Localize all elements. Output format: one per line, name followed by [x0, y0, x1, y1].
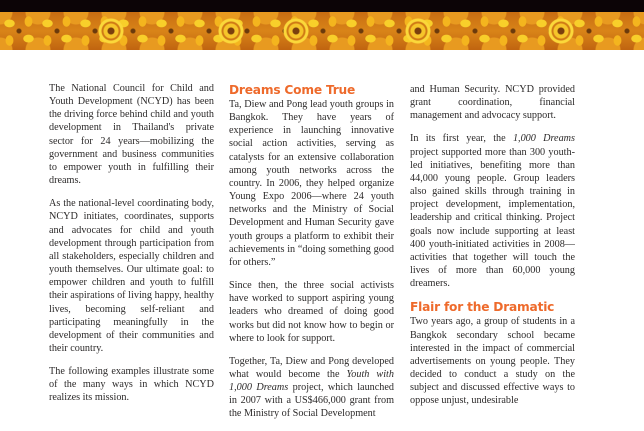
column-2	[229, 82, 394, 431]
flower-ornament-icon	[548, 18, 574, 44]
project-title: Youth with 1,000 Dreams	[229, 368, 394, 394]
article-body	[49, 82, 579, 420]
flower-ornament-icon	[218, 18, 244, 44]
body-paragraph: and Human Security. NCYD provided grant coordination, financial management and advocacy support.	[410, 84, 575, 122]
section-heading-dreams-come-true: Dreams Come True	[229, 83, 356, 97]
body-paragraph: Together, Ta, Diew and Pong developed what would become the Youth with 1,000 Dreams project, which launched in 2007 with a US$466,000 grant from the Ministry of Social Development	[229, 355, 394, 420]
flower-ornament-icon	[98, 18, 124, 44]
mission-paragraph: As the national-level coordinating body, NCYD initiates, coordinates, supports and advocates for child and youth development through participation from all stakeholders, especially children and youth themselves. Our ultimate goal: to empower children and youth to fulfill their aspirations of living happy, healthy lives, becoming self-reliant and participating meaningfully in the development of their communities and their country.	[49, 198, 214, 354]
examples-paragraph: The following examples illustrate some of the many ways in which NCYD realizes its mission.	[49, 366, 214, 404]
flower-ornament-icon	[283, 18, 309, 44]
body-paragraph: Ta, Diew and Pong lead youth groups in Bangkok. They have years of experience in launching innovative social action activities, serving as catalysts for an extensive collaboration among youth networks across the country. In 2006, they helped organize Young Expo 2006—where 24 youth networks and the Ministry of Social Development and Human Security gave youth groups a platform to exhibit their achievements in “doing something good for others.”	[229, 99, 394, 268]
body-paragraph: In its first year, the 1,000 Dreams project supported more than 300 youth-led initiatives, benefiting more than 44,000 young people. Group leaders also gained skills through training in project development, implementation, leadership and critical thinking. Project goals now include supporting at least 400 youth-initiated activities in 2008—activities that together will touch the lives of more than 60,000 young dreamers.	[410, 133, 575, 290]
top-dark-bar	[0, 0, 644, 12]
body-paragraph: Since then, the three social activists have worked to support aspiring young leaders who dreamed of doing good works but did not know how to begin or where to look for support.	[229, 280, 394, 344]
column-3	[410, 83, 575, 417]
section-heading-flair-for-the-dramatic: Flair for the Dramatic	[410, 300, 555, 315]
project-title: 1,000 Dreams	[512, 133, 575, 145]
intro-paragraph: The National Council for Child and Youth Development (NCYD) has been the driving force behind child and youth development in Thailand's private sector for 24 years—mobilizing the government and business communities to empower youth in fulfilling their dreams.	[49, 83, 214, 187]
flower-ornament-icon	[405, 18, 431, 44]
column-1	[49, 82, 214, 415]
decorative-floral-banner	[0, 12, 644, 50]
body-paragraph: Two years ago, a group of students in a Bangkok secondary school became interested in the impact of commercial advertisements on young people. They decided to conduct a study on the subject and discussed effective ways to oppose unjust, undesirable	[410, 316, 575, 407]
